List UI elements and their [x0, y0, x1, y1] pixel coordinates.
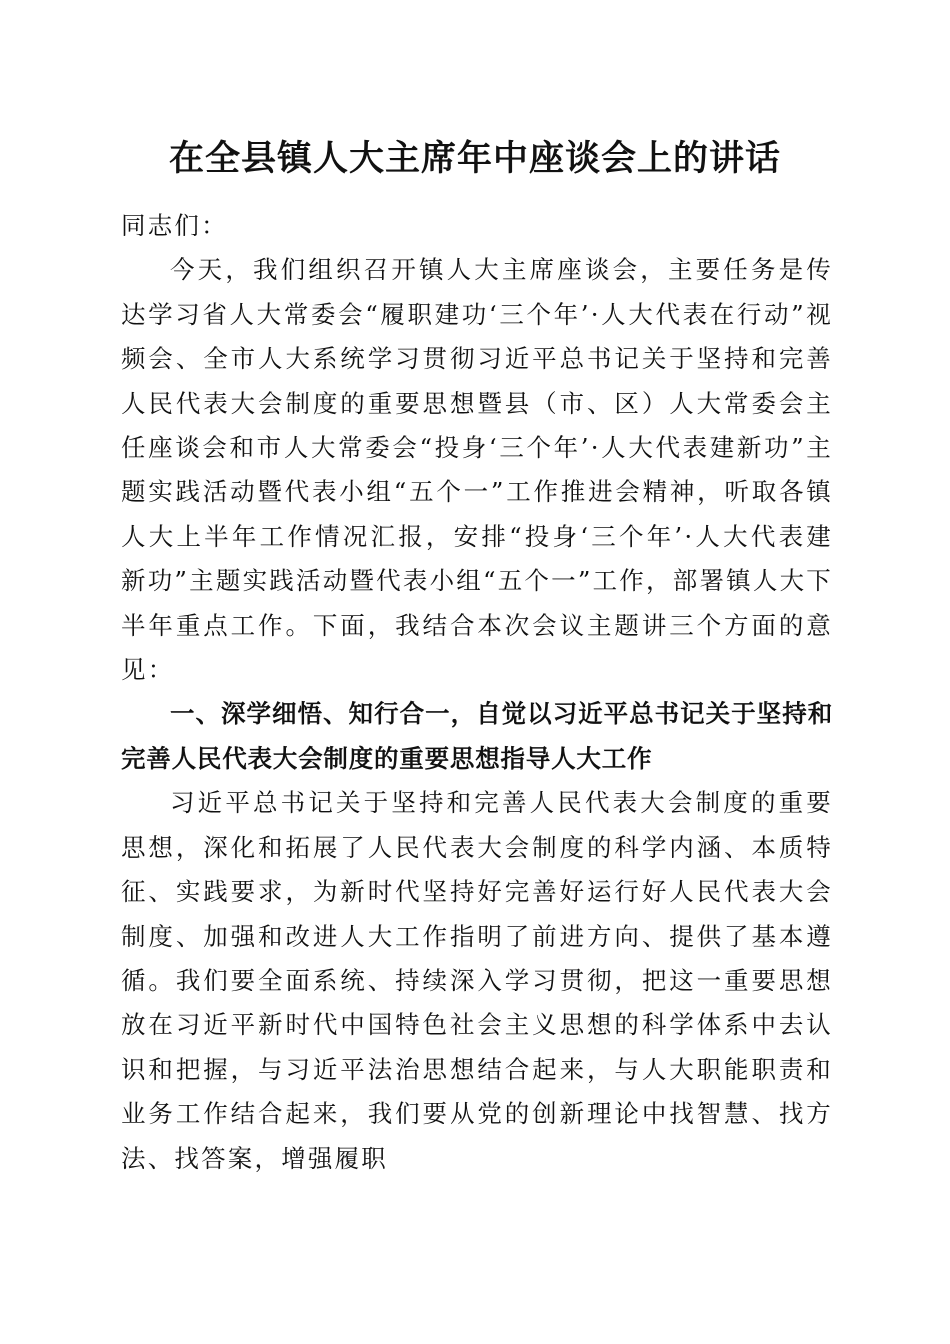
document-title: 在全县镇人大主席年中座谈会上的讲话	[168, 138, 781, 179]
document-body	[121, 204, 833, 1181]
section-1-heading: 一、深学细悟、知行合一，自觉以习近平总书记关于坚持和完善人民代表大会制度的重要思想指导人大工作	[121, 699, 833, 773]
section-1-paragraph: 习近平总书记关于坚持和完善人民代表大会制度的重要思想，深化和拓展了人民代表大会制度的科学内涵、本质特征、实践要求，为新时代坚持好完善好运行好人民代表大会制度、加强和改进人大工作指明了前进方向、提供了基本遵循。我们要全面系统、持续深入学习贯彻，把这一重要思想放在习近平新时代中国特色社会主义思想的科学体系中去认识和把握，与习近平法治思想结合起来，与人大职能职责和业务工作结合起来，我们要从党的创新理论中找智慧、找方法、找答案，增强履职	[121, 788, 833, 1173]
intro-paragraph: 今天，我们组织召开镇人大主席座谈会，主要任务是传达学习省人大常委会“履职建功‘三个年’·人大代表在行动”视频会、全市人大系统学习贯彻习近平总书记关于坚持和完善人民代表大会制度的重要思想暨县（市、区）人大常委会主任座谈会和市人大常委会“投身‘三个年’·人大代表建新功”主题实践活动暨代表小组“五个一”工作推进会精神，听取各镇人大上半年工作情况汇报，安排“投身‘三个年’·人大代表建新功”主题实践活动暨代表小组“五个一”工作，部署镇人大下半年重点工作。下面，我结合本次会议主题讲三个方面的意见：	[121, 255, 833, 685]
salutation: 同志们：	[121, 211, 228, 240]
